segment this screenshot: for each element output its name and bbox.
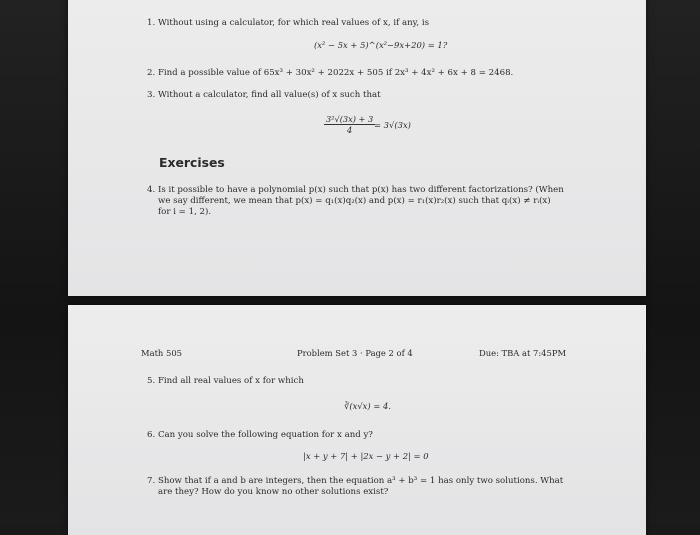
- header-due: Due: TBA at 7:45PM: [479, 348, 567, 358]
- question-text: Find a possible value of 65x³ + 30x² + 2022x + 505 if 2x³ + 4x² + 6x + 8 = 2468.: [157, 68, 514, 78]
- question-text: Can you solve the following equation for x and y?: [157, 430, 373, 440]
- question-text-line-1: Is it possible to have a polynomial p(x) such that p(x) has two different factorizations? (When: [157, 185, 564, 195]
- question-4-line-2: we say different, we mean that p(x) = q₁(x)q₂(x) and p(x) = r₁(x)r₂(x) such that qᵢ(x) ≠ rᵢ(x): [158, 196, 551, 206]
- question-text: Find all real values of x for which: [157, 376, 304, 386]
- exercises-heading: Exercises: [159, 155, 225, 170]
- question-2: [147, 68, 513, 79]
- question-3: [147, 90, 381, 101]
- question-4: [147, 185, 564, 196]
- question-1: [147, 18, 429, 29]
- question-6: [147, 430, 373, 441]
- header-title: Problem Set 3 · Page 2 of 4: [297, 348, 413, 358]
- question-3-rhs: = 3√(3x): [374, 120, 411, 130]
- fraction-denominator: 4: [346, 125, 353, 135]
- question-number: 2.: [147, 68, 156, 78]
- question-7-line-2: are they? How do you know no other solutions exist?: [158, 487, 389, 497]
- question-5-equation: ∛(x√x) = 4.: [344, 401, 391, 411]
- question-7: [147, 476, 563, 487]
- question-5: [147, 376, 304, 387]
- worksheet-page-2: [68, 305, 646, 535]
- question-number: 1.: [147, 18, 156, 28]
- question-3-fraction: [324, 114, 375, 135]
- header-course: Math 505: [141, 348, 182, 358]
- question-number: 6.: [147, 430, 156, 440]
- worksheet-page-1: [68, 0, 646, 296]
- question-text: Without a calculator, find all value(s) of x such that: [157, 90, 381, 100]
- question-text: Without using a calculator, for which real values of x, if any, is: [157, 18, 429, 28]
- fraction-numerator: 3²√(3x) + 3: [326, 114, 374, 124]
- question-6-equation: |x + y + 7| + |2x − y + 2| = 0: [303, 451, 429, 461]
- question-4-line-3: for i = 1, 2).: [158, 207, 212, 217]
- question-number: 3.: [147, 90, 156, 100]
- question-1-equation: (x² − 5x + 5)^(x²−9x+20) = 1?: [314, 40, 448, 50]
- question-text-line-1: Show that if a and b are integers, then the equation a³ + b³ = 1 has only two solutions. What: [157, 476, 564, 486]
- question-number: 7.: [147, 476, 156, 486]
- question-number: 4.: [147, 185, 156, 195]
- question-number: 5.: [147, 376, 156, 386]
